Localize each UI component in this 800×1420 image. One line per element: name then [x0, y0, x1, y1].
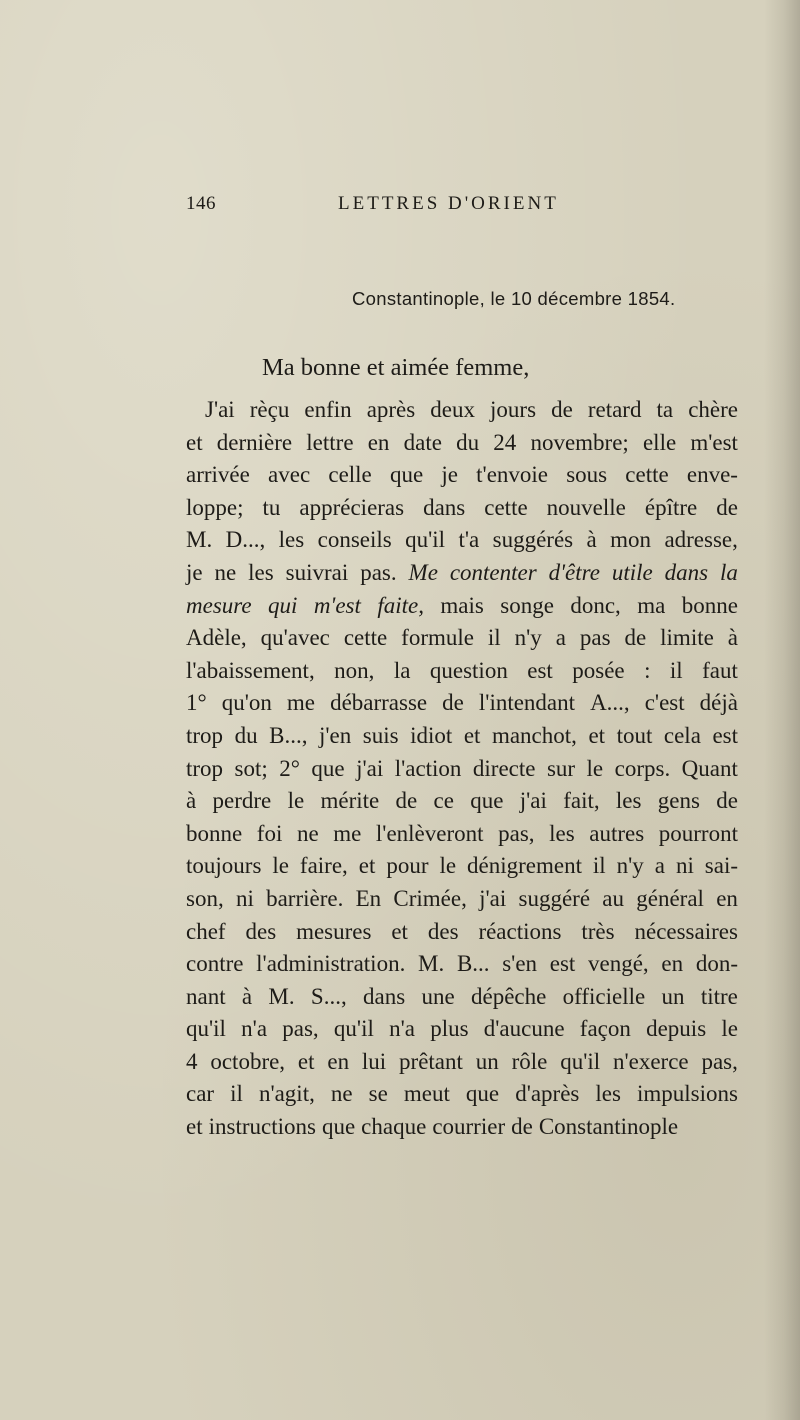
word: impulsions — [637, 1081, 738, 1107]
word: : — [644, 657, 651, 683]
word: son, — [186, 885, 224, 911]
word: S..., — [310, 983, 347, 1009]
text-line — [186, 459, 738, 492]
word: se — [368, 1081, 388, 1107]
italic-word: dans — [664, 559, 709, 585]
word: En — [355, 885, 382, 911]
word: sai- — [704, 853, 738, 879]
word: les — [248, 559, 274, 585]
text-line — [186, 720, 738, 753]
word: le — [439, 853, 457, 879]
word: dénigrement — [467, 853, 582, 879]
word: novembre; — [530, 429, 629, 455]
word: j'ai — [356, 755, 384, 781]
word: l'enlèveront — [375, 820, 484, 846]
word: pas. — [360, 559, 397, 585]
word: date — [403, 429, 442, 455]
word: n'y — [616, 853, 644, 879]
word: perdre — [212, 788, 272, 814]
word: ta — [656, 397, 674, 422]
word: tu — [262, 494, 281, 520]
word: des — [427, 918, 459, 944]
word: elle — [642, 429, 677, 455]
word: plus — [430, 1016, 469, 1042]
word: ne — [214, 559, 237, 585]
word: officielle — [562, 983, 646, 1009]
word: pas — [579, 625, 611, 651]
word: cette — [343, 625, 388, 651]
letter-dateline: Constantinople, le 10 décembre 1854. — [352, 288, 676, 309]
word: les — [278, 527, 305, 553]
word: Constantinople — [538, 1114, 679, 1140]
word: cette — [484, 494, 528, 520]
letter-body — [186, 394, 738, 1144]
word: toujours — [186, 853, 262, 879]
word: ni — [235, 885, 254, 911]
word: est — [712, 722, 738, 748]
word: un — [475, 1048, 499, 1074]
word: courrier — [432, 1114, 506, 1140]
word: arrivée — [186, 462, 250, 488]
word: je — [441, 462, 458, 488]
word: est — [549, 951, 576, 977]
word: n'a — [389, 1016, 415, 1042]
word: et — [297, 1048, 315, 1074]
word: car — [186, 1081, 215, 1107]
word: après — [366, 397, 416, 422]
word: dans — [423, 494, 466, 520]
word: que — [389, 462, 424, 488]
word: l'abaissement, — [186, 657, 315, 683]
word: pas, — [282, 1016, 319, 1042]
word: contre — [186, 951, 244, 977]
word: octobre, — [210, 1048, 286, 1074]
word: fait, — [563, 788, 600, 814]
word: celle — [328, 462, 372, 488]
running-title: LETTRES D'ORIENT — [338, 193, 559, 214]
word: il — [592, 853, 606, 879]
word: de — [716, 494, 738, 520]
word: déjà — [699, 690, 738, 716]
word: et — [186, 429, 203, 455]
word: limite — [660, 625, 714, 651]
word: 2° — [279, 755, 300, 781]
word: conseils — [317, 527, 392, 553]
word: le — [287, 788, 305, 814]
text-line — [186, 427, 738, 460]
word: bonne — [681, 592, 738, 618]
word: le — [272, 853, 289, 879]
italic-word: d'être — [548, 559, 600, 585]
word: les — [615, 788, 642, 814]
word: m'est — [690, 429, 738, 455]
word: une — [421, 983, 455, 1009]
word: autres — [589, 820, 645, 846]
text-line — [186, 1046, 738, 1079]
text-line — [186, 916, 738, 949]
word: les — [549, 820, 575, 846]
word: le — [721, 1016, 738, 1042]
word: enfin — [304, 397, 352, 422]
text-line — [186, 753, 738, 786]
word: rôle — [511, 1048, 548, 1074]
word: que — [321, 1114, 356, 1140]
word: à — [241, 983, 253, 1009]
word: très — [581, 918, 615, 944]
word: ni — [675, 853, 694, 879]
word: instructions — [208, 1114, 316, 1140]
word: c'est — [644, 690, 685, 716]
word: général — [636, 885, 704, 911]
text-line — [186, 524, 738, 557]
word: dernière — [216, 429, 293, 455]
text-line — [186, 394, 738, 427]
word: et — [186, 1114, 203, 1140]
italic-word: la — [720, 559, 738, 585]
word: ne — [330, 1081, 353, 1107]
word: s'en — [502, 951, 538, 977]
word: la — [393, 657, 411, 683]
word: gens — [657, 788, 700, 814]
word: M. — [268, 983, 295, 1009]
word: rèçu — [249, 397, 290, 422]
word: pas, — [701, 1048, 738, 1074]
page-header — [186, 193, 738, 225]
word: me — [333, 820, 362, 846]
word: en — [716, 885, 738, 911]
word: idiot — [410, 722, 453, 748]
word: vengé, — [588, 951, 649, 977]
word: sur — [546, 755, 576, 781]
word: A..., — [590, 690, 630, 716]
word: l'action — [394, 755, 462, 781]
word: trop — [186, 755, 224, 781]
word: t'envoie — [476, 462, 548, 488]
word: n'agit, — [258, 1081, 315, 1107]
word: débarrasse — [330, 690, 428, 716]
word: titre — [700, 983, 738, 1009]
word: de — [442, 690, 464, 716]
word: 4 — [186, 1048, 198, 1074]
italic-word: utile — [611, 559, 653, 585]
word: j'ai — [519, 788, 547, 814]
word: cette — [625, 462, 669, 488]
text-line — [186, 687, 738, 720]
word: M. — [186, 527, 213, 553]
word: enve- — [686, 462, 738, 488]
word: meut — [403, 1081, 450, 1107]
italic-word: Me — [408, 559, 438, 585]
word: manchot, — [491, 722, 577, 748]
italic-word: m'est — [313, 592, 361, 618]
word: barrière. — [266, 885, 344, 911]
word: nouvelle — [546, 494, 626, 520]
word: nécessaires — [634, 918, 738, 944]
word: les — [595, 1081, 621, 1107]
word: suis — [362, 722, 399, 748]
word: de — [624, 625, 647, 651]
word: l'intendant — [478, 690, 576, 716]
word: qu'il — [333, 1016, 374, 1042]
word: il — [487, 625, 501, 651]
word: 1° — [186, 690, 207, 716]
italic-word: mesure — [186, 592, 252, 618]
word: directe — [472, 755, 536, 781]
word: du — [456, 429, 480, 455]
word: que — [311, 755, 345, 781]
word: et — [391, 918, 408, 944]
word: adresse, — [664, 527, 738, 553]
word: d'aucune — [483, 1016, 565, 1042]
word: des — [245, 918, 277, 944]
word: t'a — [458, 527, 480, 553]
text-line — [186, 590, 738, 623]
word: j'en — [319, 722, 352, 748]
word: retard — [587, 397, 642, 422]
word: apprécieras — [299, 494, 405, 520]
word: ne — [296, 820, 319, 846]
word: n'exerce — [612, 1048, 689, 1074]
word: faut — [702, 657, 738, 683]
word: B..., — [269, 722, 308, 748]
word: suivrai — [285, 559, 349, 585]
word: n'a — [241, 1016, 268, 1042]
text-line — [186, 557, 738, 590]
word: mon — [610, 527, 652, 553]
word: songe — [500, 592, 554, 618]
word: le — [586, 755, 604, 781]
italic-word: contenter — [449, 559, 537, 585]
word: est — [527, 657, 553, 683]
word: à — [186, 788, 197, 814]
word: qu'il — [560, 1048, 601, 1074]
text-line — [186, 883, 738, 916]
text-line — [186, 1111, 738, 1144]
word: de — [716, 788, 738, 814]
word: chaque — [361, 1114, 427, 1140]
word: jours — [490, 397, 537, 422]
word: B... — [456, 951, 490, 977]
word: suggérés — [492, 527, 574, 553]
word: Crimée, — [393, 885, 467, 911]
word: trop — [186, 722, 224, 748]
word: Adèle, — [186, 625, 247, 651]
word: en — [367, 429, 390, 455]
word: mais — [440, 592, 484, 618]
word: l'administration. — [256, 951, 406, 977]
word: mérite — [320, 788, 380, 814]
word: depuis — [646, 1016, 707, 1042]
word: chef — [186, 918, 226, 944]
word: suggéré — [518, 885, 591, 911]
word: lettre — [306, 429, 354, 455]
word: de — [551, 397, 573, 422]
word: qu'avec — [260, 625, 330, 651]
word: qu'il — [405, 527, 446, 553]
word: dépêche — [471, 983, 547, 1009]
word: je — [186, 559, 203, 585]
word: M. — [418, 951, 445, 977]
word: Quant — [681, 755, 738, 781]
word: que — [470, 788, 504, 814]
word: mesures — [296, 918, 372, 944]
word: et — [358, 853, 376, 879]
word: donc, — [570, 592, 621, 618]
word: non, — [334, 657, 375, 683]
word: ce — [433, 788, 454, 814]
word: façon — [579, 1016, 631, 1042]
word: à — [727, 625, 738, 651]
word: j'ai — [479, 885, 507, 911]
word: que — [465, 1081, 500, 1107]
word: bonne — [186, 820, 243, 846]
word: formule — [401, 625, 474, 651]
word: foi — [256, 820, 283, 846]
word: de — [511, 1114, 533, 1140]
word: corps. — [614, 755, 671, 781]
word: pas, — [498, 820, 535, 846]
word: de — [395, 788, 418, 814]
word: me — [286, 690, 316, 716]
word: sous — [566, 462, 608, 488]
word: D..., — [225, 527, 266, 553]
word: ma — [637, 592, 666, 618]
word: qu'on — [221, 690, 272, 716]
word: en — [661, 951, 684, 977]
word: loppe; — [186, 494, 244, 520]
word: qu'il — [186, 1016, 226, 1042]
word: avec — [268, 462, 311, 488]
text-line — [186, 818, 738, 851]
italic-word: faite, — [377, 592, 424, 618]
text-line — [186, 622, 738, 655]
letter-salutation: Ma bonne et aimée femme, — [262, 354, 530, 381]
word: prêtant — [399, 1048, 463, 1074]
word: a — [654, 853, 665, 879]
word: posée — [572, 657, 625, 683]
word: et — [463, 722, 481, 748]
word: dans — [363, 983, 406, 1009]
word: lui — [361, 1048, 387, 1074]
word: pour — [386, 853, 429, 879]
text-line — [186, 981, 738, 1014]
page-edge-shadow — [764, 0, 800, 1420]
word: sot; — [234, 755, 268, 781]
text-line — [186, 1013, 738, 1046]
word: don- — [695, 951, 738, 977]
text-line — [186, 655, 738, 688]
word: faire, — [299, 853, 348, 879]
page-number: 146 — [186, 193, 216, 214]
text-line — [186, 948, 738, 981]
text-line — [186, 1078, 738, 1111]
text-line — [186, 492, 738, 525]
word: J'ai — [205, 397, 235, 422]
text-line — [186, 785, 738, 818]
word: à — [586, 527, 597, 553]
word: n'y — [514, 625, 542, 651]
word: 24 — [493, 429, 517, 455]
word: cela — [663, 722, 701, 748]
word: du — [234, 722, 258, 748]
word: en — [327, 1048, 350, 1074]
word: épître — [644, 494, 698, 520]
word: et — [588, 722, 606, 748]
word: a — [555, 625, 566, 651]
word: question — [429, 657, 508, 683]
word: il — [230, 1081, 243, 1107]
text-line — [186, 850, 738, 883]
word: tout — [616, 722, 653, 748]
word: d'après — [515, 1081, 580, 1107]
italic-word: qui — [268, 592, 298, 618]
word: chère — [688, 397, 738, 422]
word: pourront — [658, 820, 738, 846]
word: un — [661, 983, 685, 1009]
word: il — [669, 657, 683, 683]
word: nant — [186, 983, 226, 1009]
word: deux — [430, 397, 475, 422]
word: réactions — [478, 918, 562, 944]
word: au — [602, 885, 624, 911]
